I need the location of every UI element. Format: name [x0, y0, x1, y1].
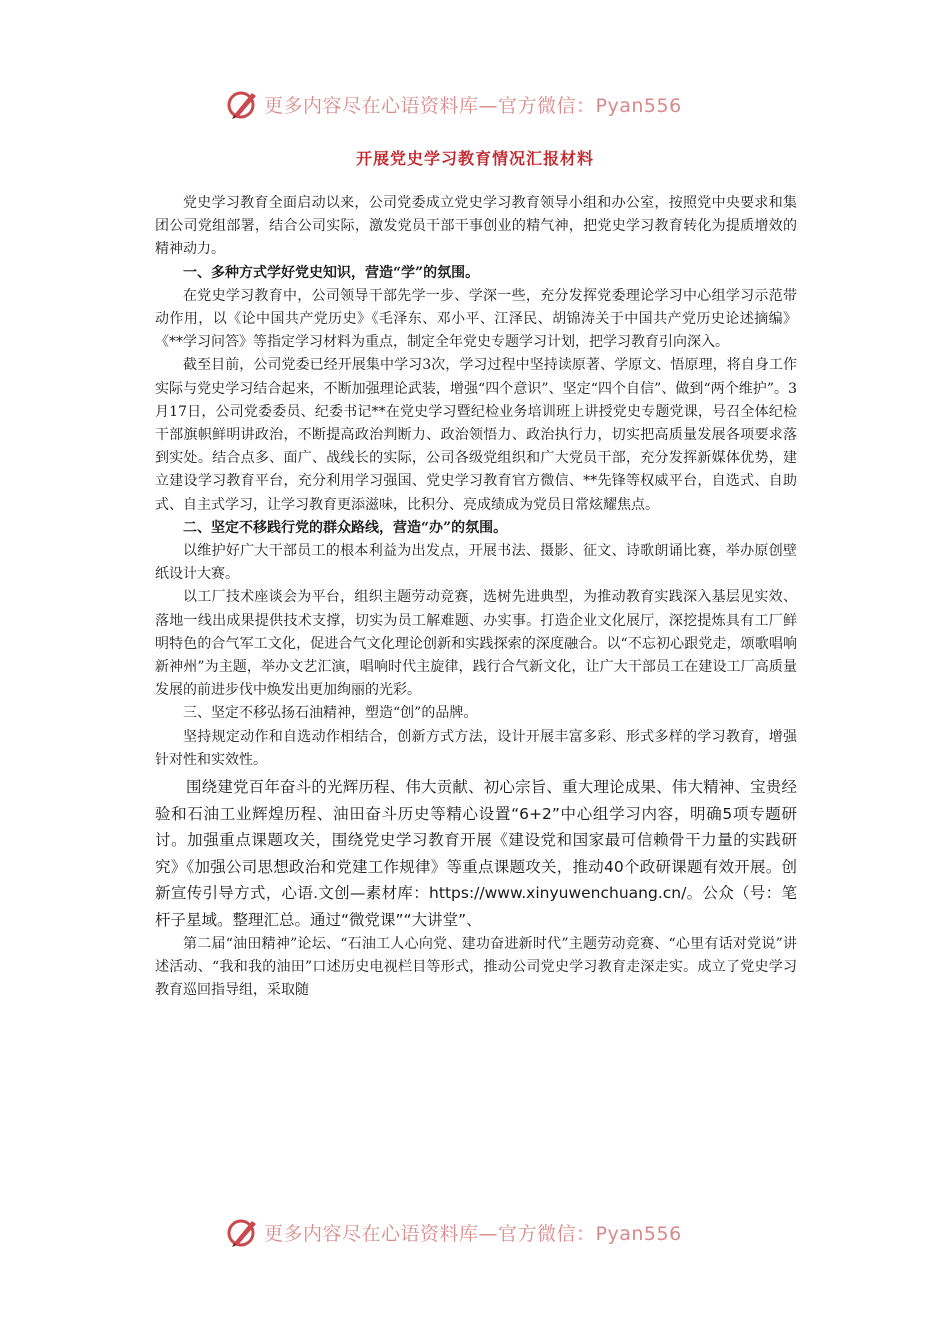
header-banner [226, 86, 682, 122]
body-paragraph: 以工厂技术座谈会为平台，组织主题劳动竞赛，选树先进典型，为推动教育实践深入基层见实效、落地一线出成果提供技术支撑，切实为员工解难题、办实事。打造企业文化展厅，深挖提炼具有工厂鲜明特色的合气军工文化，促进合气文化理论创新和实践探索的深度融合。以“不忘初心跟党走，颂歌唱响新神州”为主题，举办文艺汇演，唱响时代主旋律，践行合气新文化，让广大干部员工在建设工厂高质量发展的前进步伐中焕发出更加绚丽的光彩。 [155, 589, 797, 699]
body-paragraph: 坚持规定动作和自选动作相结合，创新方式方法，设计开展丰富多彩、形式多样的学习教育，增强针对性和实效性。 [155, 728, 797, 768]
body-paragraph: 第二届“油田精神”论坛、“石油工人心向党、建功奋进新时代”主题劳动竞赛、“心里有话对党说”讲述活动、“我和我的油田”口述历史电视栏目等形式，推动公司党史学习教育走深走实。成立了党史学习教育巡回指导组，采取随 [155, 936, 797, 999]
pen-logo-icon [226, 1215, 260, 1249]
section-heading: 三、坚定不移弘扬石油精神，塑造“创”的品牌。 [183, 705, 478, 722]
document-title: 开展党史学习教育情况汇报材料 [355, 149, 594, 168]
banner-text: 更多内容尽在心语资料库—官方微信：Pyan556 [264, 1222, 682, 1245]
body-paragraph: 在党史学习教育中，公司领导干部先学一步、学深一些，充分发挥党委理论学习中心组学习示范带动作用，以《论中国共产党历史》《毛泽东、邓小平、江泽民、胡锦涛关于中国共产党历史论述摘编》《**学习问答》等指定学习材料为重点，制定全年党史专题学习计划，把学习教育引向深入。 [155, 287, 797, 351]
body-paragraph: 以维护好广大干部员工的根本利益为出发点，开展书法、摄影、征文、诗歌朗诵比赛，举办原创壁纸设计大赛。 [155, 543, 797, 583]
body-paragraph: 围绕建党百年奋斗的光辉历程、伟大贡献、初心宗旨、重大理论成果、伟大精神、宝贵经验和石油工业辉煌历程、油田奋斗历史等精心设置“6+2”中心组学习内容，明确5项专题研讨。加强重点课题攻关，围绕党史学习教育开展《建设党和国家最可信赖骨干力量的实践研究》《加强公司思想政治和党建工作规律》等重点课题攻关，推动40个政研课题有效开展。创新宣传引导方式，心语.文创—素材库：https://www.xinyuwenchuang.cn/。公众（号：笔杆子星域。整理汇总。通过“微党课”“大讲堂”、 [155, 778, 797, 929]
body-paragraph: 党史学习教育全面启动以来，公司党委成立党史学习教育领导小组和办公室，按照党中央要求和集团公司党组部署，结合公司实际，激发党员干部干事创业的精气神，把党史学习教育转化为提质增效的精神动力。 [155, 195, 797, 258]
body-paragraph: 截至目前，公司党委已经开展集中学习3次，学习过程中坚持读原著、学原文、悟原理，将自身工作实际与党史学习结合起来，不断加强理论武装，增强“四个意识”、坚定“四个自信”、做到“两个维护”。3月17日，公司党委委员、纪委书记**在党史学习暨纪检业务培训班上讲授党史专题党课，号召全体纪检干部旗帜鲜明讲政治，不断提高政治判断力、政治领悟力、政治执行力，切实把高质量发展各项要求落到实处。结合点多、面广、战线长的实际，公司各级党组织和广大党员干部，充分发挥新媒体优势，建立建设学习教育平台，充分利用学习强国、党史学习教育官方微信、**先锋等权威平台，自选式、自助式、自主式学习，让学习教育更添滋味，比积分、亮成绩成为党员日常炫耀焦点。 [155, 357, 797, 513]
section-heading: 二、坚定不移践行党的群众路线，营造“办”的氛围。 [183, 519, 508, 536]
footer-banner [226, 1214, 682, 1250]
section-heading: 一、多种方式学好党史知识，营造“学”的氛围。 [183, 264, 480, 281]
pen-logo-icon [226, 87, 260, 121]
banner-text: 更多内容尽在心语资料库—官方微信：Pyan556 [264, 94, 682, 117]
document-body [155, 192, 797, 1003]
